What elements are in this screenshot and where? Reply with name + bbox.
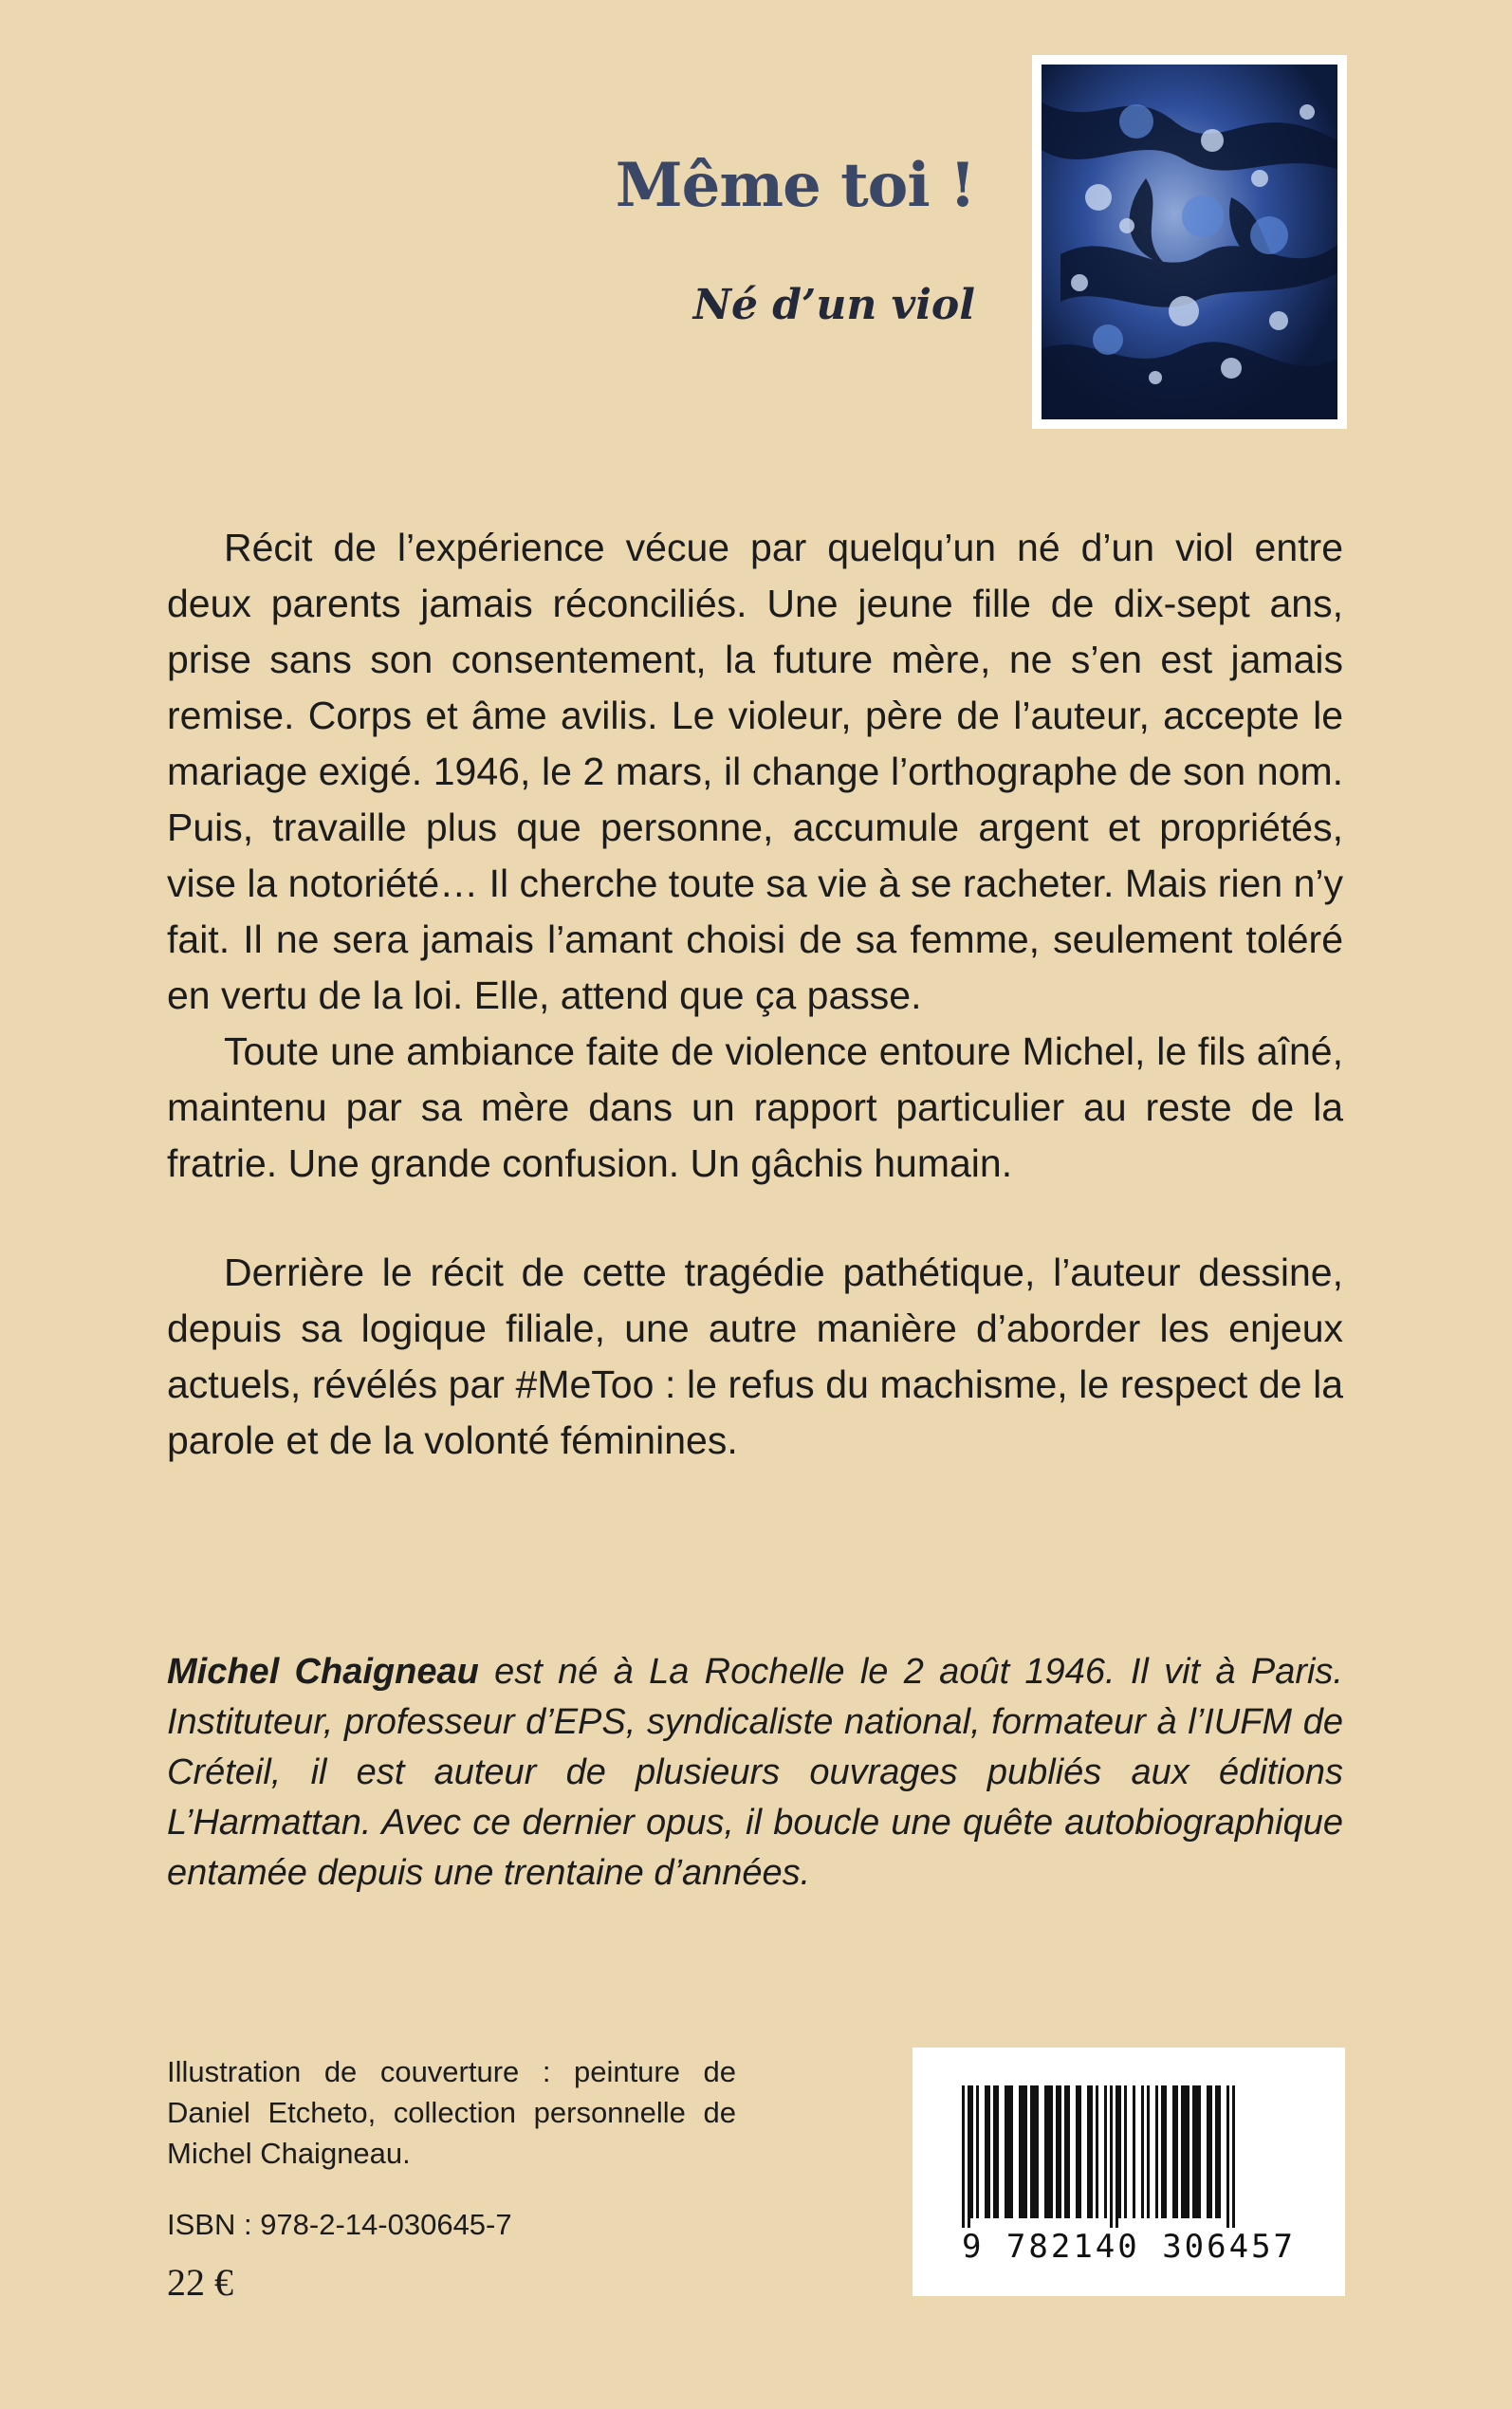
abstract-painting-image xyxy=(1042,65,1337,419)
author-bio xyxy=(167,1647,1343,1899)
barcode-bar xyxy=(1056,2085,1061,2218)
author-name: Michel Chaigneau xyxy=(167,1652,479,1692)
barcode-bar xyxy=(1110,2085,1113,2228)
barcode-bar xyxy=(1005,2085,1013,2218)
barcode-bar xyxy=(1226,2085,1229,2228)
barcode-bar xyxy=(985,2085,990,2218)
barcode-bar xyxy=(1116,2085,1118,2228)
barcode-bar xyxy=(1181,2085,1189,2218)
book-summary xyxy=(167,520,1343,1469)
barcode-bar xyxy=(1064,2085,1070,2218)
barcode-bar xyxy=(1096,2085,1098,2218)
author-bio-text: est né à La Rochelle le 2 août 1946. Il vit à Paris. Instituteur, professeur d’EPS, syndicaliste national, formateur à l’IUFM de Créteil, il est auteur de plusieurs ouvrages publiés aux éditions L’Harmattan. Avec ce dernier opus, il boucle une quête autobiographique entamée depuis une trentaine d’années. xyxy=(167,1652,1343,1893)
barcode-digits: 9 782140 306457 xyxy=(961,2228,1297,2266)
barcode-bar xyxy=(1087,2085,1093,2218)
barcode-bar xyxy=(1192,2085,1201,2218)
summary-paragraph: Toute une ambiance faite de violence entoure Michel, le fils aîné, maintenu par sa mère dans un rapport particulier au reste de la fratrie. Une grande confusion. Un gâchis humain. xyxy=(167,1029,1343,1185)
barcode-bar xyxy=(1155,2085,1158,2218)
barcode-bar xyxy=(1161,2085,1167,2218)
barcode-bar xyxy=(1147,2085,1150,2218)
barcode-bar xyxy=(1207,2085,1212,2218)
barcode-bar xyxy=(1232,2085,1235,2228)
barcode-bar xyxy=(962,2085,965,2228)
summary-paragraph: Derrière le récit de cette tragédie pathétique, l’auteur dessine, depuis sa logique filiale, une autre manière d’aborder les enjeux actuels, révélés par #MeToo : le refus du machisme, le respect de la parole et de la volonté féminines. xyxy=(167,1251,1343,1462)
barcode-bar xyxy=(1172,2085,1178,2218)
barcode-bar xyxy=(1044,2085,1053,2218)
barcode-bar xyxy=(1118,2085,1121,2218)
barcode-bar xyxy=(1104,2085,1107,2218)
summary-paragraph: Récit de l’expérience vécue par quelqu’un né d’un viol entre deux parents jamais réconciliés. Une jeune fille de dix-sept ans, prise sans son consentement, la future mère, ne s’en est jamais remise. Corps et âme avilis. Le violeur, père de l’auteur, accepte le mariage exigé. 1946, le 2 mars, il change l’orthographe de son nom. Puis, travaille plus que personne, accumule argent et propriétés, vise la notoriété… Il cherche toute sa vie à se racheter. Mais rien n’y fait. Il ne sera jamais l’amant choisi de sa femme, seulement toléré en vertu de la loi. Elle, attend que ça passe. xyxy=(167,526,1343,1017)
price: 22 € xyxy=(167,2261,233,2304)
barcode-bar xyxy=(1019,2085,1027,2218)
book-subtitle: Né d’un viol xyxy=(692,281,975,329)
cover-painting-thumbnail xyxy=(1032,55,1347,429)
book-title: Même toi ! xyxy=(615,150,975,221)
barcode-bar xyxy=(976,2085,979,2218)
barcode-bar xyxy=(1215,2085,1221,2218)
isbn: ISBN : 978-2-14-030645-7 xyxy=(167,2208,512,2241)
barcode-bar xyxy=(1124,2085,1127,2218)
barcode-bar xyxy=(1141,2085,1144,2218)
barcode-bar xyxy=(1076,2085,1081,2218)
barcode-bar xyxy=(1030,2085,1039,2218)
barcode-bar xyxy=(1133,2085,1135,2218)
barcode-bar xyxy=(993,2085,999,2218)
illustration-credit: Illustration de couverture : peinture de Daniel Etcheto, collection personnelle de Michel Chaigneau. xyxy=(167,2055,736,2170)
barcode-bar xyxy=(970,2085,973,2218)
barcode-bars xyxy=(913,2048,1345,2237)
barcode-bar xyxy=(968,2085,970,2228)
barcode xyxy=(913,2048,1345,2296)
